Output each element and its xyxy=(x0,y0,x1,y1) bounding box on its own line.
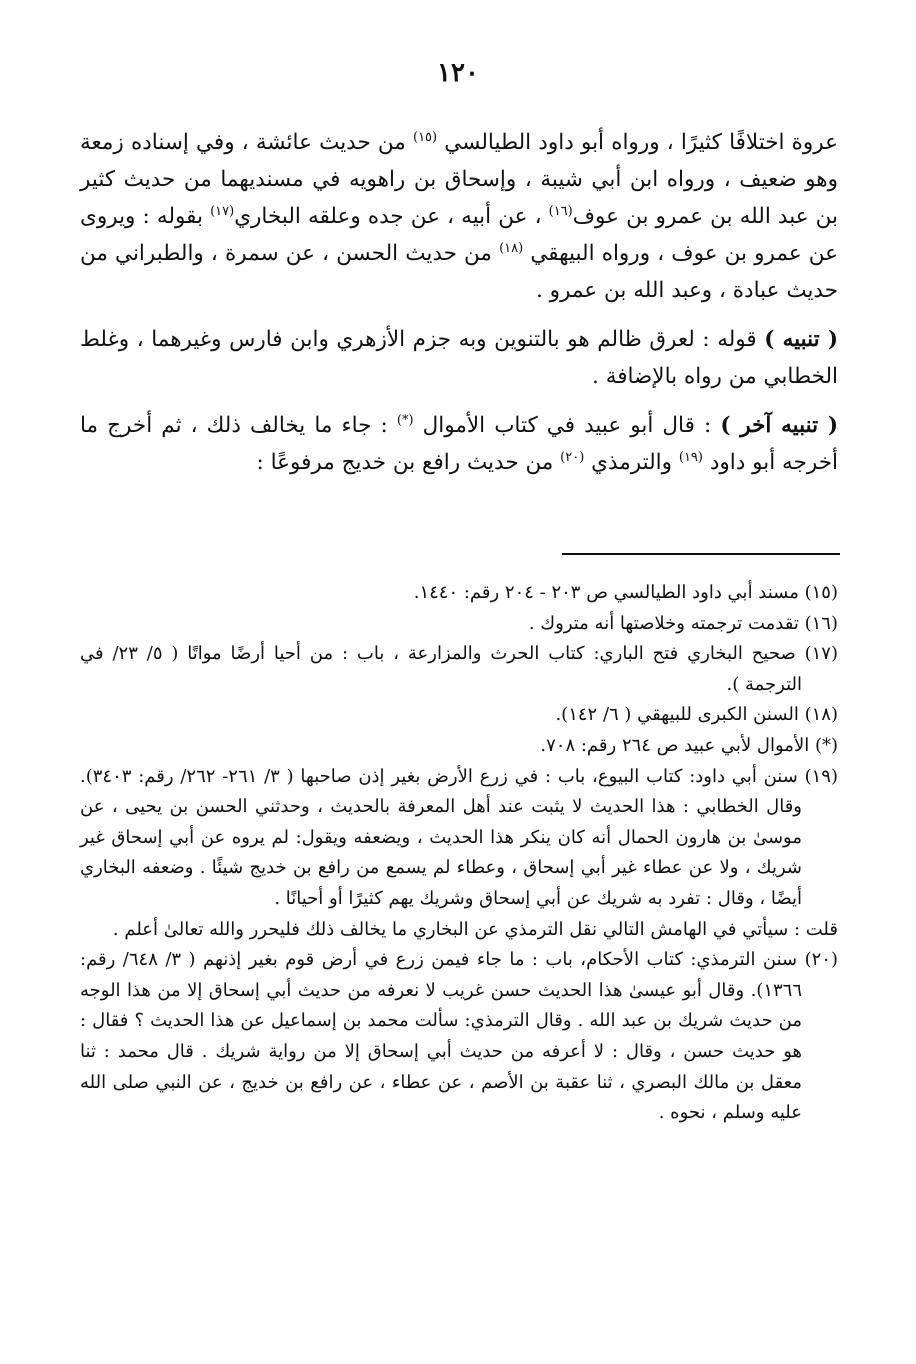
footnote-18 xyxy=(80,700,838,731)
page-number: ١٢٠ xyxy=(437,58,479,88)
footnote-16 xyxy=(80,609,838,640)
text-segment: من حديث عائشة ، وفي إسناده زمعة وهو ضعيف ، ورواه ابن أبي شيبة ، وإسحاق بن راهويه في مسنديهما من حديث كثير بن عبد الله بن عمرو بن عوف xyxy=(80,130,839,229)
footnote-text: السنن الكبرى للبيهقي ( ٦/ ١٤٢). xyxy=(555,704,805,726)
footnote-ref-18[interactable]: (١٨) xyxy=(499,240,524,256)
footnote-number: (١٧) xyxy=(804,643,838,665)
text-segment: : جاء ما يخالف ذلك ، ثم أخرج ما أخرجه أبو داود xyxy=(80,413,838,475)
text-segment: قوله : لعرق ظالم هو بالتنوين وبه جزم الأزهري وابن فارس وغيرهما ، وغلط الخطابي من رواه بالإضافة . xyxy=(80,327,838,389)
footnote-17 xyxy=(80,639,838,700)
footnote-ref-19[interactable]: (١٩) xyxy=(678,449,703,465)
footnote-ref-star[interactable]: (*) xyxy=(396,412,414,428)
footnote-19 xyxy=(80,762,838,915)
footnote-number: (*) xyxy=(814,734,838,756)
footnote-15 xyxy=(80,578,838,609)
footnote-text: الأموال لأبي عبيد ص ٢٦٤ رقم: ٧٠٨. xyxy=(540,734,815,756)
footnote-ref-17[interactable]: (١٧) xyxy=(210,203,235,219)
footnotes xyxy=(80,578,838,1129)
paragraph-2 xyxy=(80,321,838,395)
footnote-text: قلت : سيأتي في الهامش التالي نقل الترمذي عن البخاري ما يخالف ذلك فليحرر والله تعالىٰ أعلم . xyxy=(112,918,838,940)
footnote-20 xyxy=(80,945,838,1129)
note-label: ( تنبيه آخر ) xyxy=(720,413,839,438)
footnote-star xyxy=(80,731,838,762)
footnote-text: صحيح البخاري فتح الباري: كتاب الحرث والمزارعة ، باب : من أحيا أرضًا مواتًا ( ٥/ ٢٣/ في الترجمة ). xyxy=(80,643,805,695)
text-segment: ، عن أبيه ، عن جده وعلقه البخاري xyxy=(234,204,549,229)
footnote-comment xyxy=(80,915,838,946)
footnote-number: (١٥) xyxy=(804,582,838,603)
footnote-number: (١٦) xyxy=(804,612,838,634)
footnote-ref-16[interactable]: (١٦) xyxy=(548,203,573,219)
footnote-number: (٢٠) xyxy=(804,949,838,971)
text-segment: عروة اختلافًا كثيرًا ، ورواه أبو داود الطيالسي xyxy=(437,130,838,155)
footnote-separator xyxy=(562,553,840,555)
footnote-text: مسند أبي داود الطيالسي ص ٢٠٣ - ٢٠٤ رقم: ١٤٤٠. xyxy=(413,582,805,603)
footnote-ref-15[interactable]: (١٥) xyxy=(412,129,438,145)
footnote-text: سنن أبي داود: كتاب البيوع، باب : في زرع الأرض بغير إذن صاحبها ( ٣/ ٢٦١- ٢٦٢/ رقم: ٣٤٠٣). وقال الخطابي : هذا الحديث لا يثبت عند أهل المعرفة بالحديث ، وحدثني الحسن بن يحيى ، عن موسىٰ بن هارون الحمال أنه كان ينكر هذا الحديث ، ويضعفه ويقول: لم يروه عن أبي إسحاق غير شريك ، ولا عن عطاء غير أبي إسحاق ، وعطاء لم يسمع من رافع بن خديج شيئًا . وضعفه البخاري أيضًا ، وقال : تفرد به شريك عن أبي إسحاق وشريك يهم كثيرًا أو أحيانًا . xyxy=(80,765,805,909)
note-label: ( تنبيه ) xyxy=(764,327,839,352)
text-segment: : قال أبو عبيد في كتاب الأموال xyxy=(413,413,721,438)
footnote-number: (١٨) xyxy=(804,704,838,726)
main-text xyxy=(80,124,838,493)
footnote-text: تقدمت ترجمته وخلاصتها أنه متروك . xyxy=(528,612,805,634)
footnote-text: سنن الترمذي: كتاب الأحكام، باب : ما جاء فيمن زرع في أرض قوم بغير إذنهم ( ٣/ ٦٤٨/ رقم: ١٣٦٦). وقال أبو عيسىٰ هذا الحديث حسن غريب لا نعرفه من حديث أبي إسحاق إلا من هذا الوجه من حديث شريك بن عبد الله . وقال الترمذي: سألت محمد بن إسماعيل عن هذا الحديث ؟ فقال : هو حديث حسن ، وقال : لا أعرفه من حديث أبي إسحاق إلا من رواية شريك . قال محمد : ثنا معقل بن مالك البصري ، ثنا عقبة بن الأصم ، عن عطاء ، عن رافع بن خديج ، عن النبي صلى الله عليه وسلم ، نحوه . xyxy=(80,949,805,1124)
text-segment: من حديث رافع بن خديج مرفوعًا : xyxy=(256,450,561,475)
text-segment: من حديث الحسن ، عن سمرة ، والطبراني من حديث عبادة ، وعبد الله بن عمرو . xyxy=(80,241,838,303)
footnote-ref-20[interactable]: (٢٠) xyxy=(560,449,585,465)
text-segment: والترمذي xyxy=(584,450,679,475)
paragraph-3 xyxy=(80,407,838,481)
footnote-number: (١٩) xyxy=(804,765,839,787)
text-segment: بقوله : ويروى عن عمرو بن عوف ، ورواه البيهقي xyxy=(80,204,838,266)
paragraph-1 xyxy=(80,124,838,309)
